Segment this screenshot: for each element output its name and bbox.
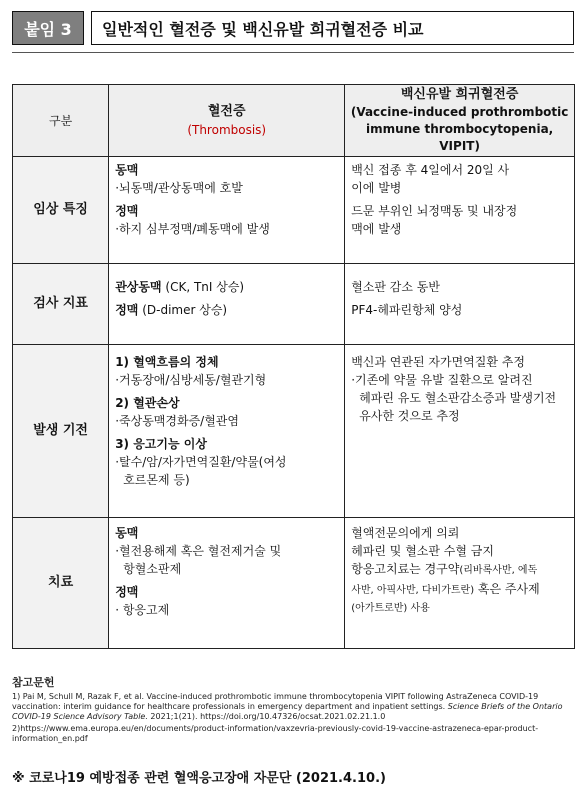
clinical-vein-text: ·하지 심부정맥/폐동맥에 발생 bbox=[115, 222, 270, 236]
treatment-vipit-line-4 bbox=[351, 580, 568, 600]
footer-note: ※ 코로나19 예방접종 관련 혈액응고장애 자문단 (2021.4.10.) bbox=[12, 771, 386, 786]
references-title: 참고문헌 bbox=[12, 676, 55, 689]
clinical-vipit-line-3: 드문 부위인 뇌정맥동 및 내장정 bbox=[351, 204, 518, 218]
clinical-vein-heading: 정맥 bbox=[115, 204, 139, 218]
mechanism-text-1: ·거동장애/심방세동/혈관기형 bbox=[115, 373, 267, 387]
table-row-clinical bbox=[13, 157, 575, 264]
document-title: 일반적인 혈전증 및 백신유발 희귀혈전증 비교 bbox=[91, 11, 574, 45]
treatment-vipit-line-2: 헤파린 및 혈소판 수혈 금지 bbox=[351, 544, 494, 558]
mechanism-vipit-line-1: 백신과 연관된 자가면역질환 추정 bbox=[351, 355, 525, 369]
thrombosis-title: 혈전증 bbox=[207, 103, 246, 119]
tests-vipit-line-2: PF4-헤파린항체 양성 bbox=[351, 303, 463, 317]
treatment-vein-heading: 정맥 bbox=[115, 585, 139, 599]
tests-vipit-line-1: 혈소판 감소 동반 bbox=[351, 280, 440, 294]
tests-artery-line bbox=[115, 278, 338, 296]
row-label-mechanism: 발생 기전 bbox=[13, 345, 109, 518]
reference-2: 2)https://www.ema.europa.eu/en/documents/product-information/vaxzevria-previously-covid-19-vaccine-astrazeneca-epar-product-information_en.pdf bbox=[12, 724, 539, 743]
row-label-treatment: 치료 bbox=[13, 518, 109, 649]
treatment-vipit-line-3a: 항응고치료는 경구약 bbox=[351, 562, 460, 576]
table-row-mechanism bbox=[13, 345, 575, 518]
clinical-artery-text: ·뇌동맥/관상동맥에 호발 bbox=[115, 181, 243, 195]
reference-1-tail: 2021;1(21). https://doi.org/10.47326/ocsat.2021.02.21.1.0 bbox=[147, 712, 386, 721]
mechanism-vipit-line-3: 헤파린 유도 혈소판감소증과 발생기전 bbox=[359, 391, 557, 405]
tests-vein-label: 정맥 bbox=[115, 303, 139, 317]
document-header bbox=[12, 11, 574, 47]
clinical-vipit-line-4: 맥에 발생 bbox=[351, 222, 402, 236]
mechanism-text-3: ·탈수/암/자가면역질환/약물(여성 bbox=[115, 455, 287, 469]
tests-vein-marker: (D-dimer 상승) bbox=[138, 303, 228, 317]
comparison-table bbox=[12, 84, 575, 649]
mechanism-heading-3: 3) 응고기능 이상 bbox=[115, 437, 207, 451]
tests-vein-line bbox=[115, 301, 338, 319]
thrombosis-header bbox=[109, 85, 345, 157]
clinical-vipit-cell bbox=[345, 157, 575, 264]
treatment-artery-heading: 동맥 bbox=[115, 526, 139, 540]
table-row-treatment bbox=[13, 518, 575, 649]
attachment-label: 붙임 3 bbox=[12, 11, 84, 45]
mechanism-heading-1: 1) 혈액흐름의 정체 bbox=[115, 355, 219, 369]
treatment-vipit-line-3 bbox=[351, 560, 568, 580]
category-header: 구분 bbox=[13, 85, 109, 157]
mechanism-vipit-cell bbox=[345, 345, 575, 518]
treatment-vipit-line-5: (아가트로반) 사용 bbox=[351, 603, 430, 614]
vipit-subtitle-2: immune thrombocytopenia, VIPIT) bbox=[365, 122, 554, 153]
treatment-vipit-line-1: 혈액전문의에게 의뢰 bbox=[351, 526, 460, 540]
table-row-tests bbox=[13, 264, 575, 345]
mechanism-heading-2: 2) 혈관손상 bbox=[115, 396, 180, 410]
reference-1 bbox=[12, 692, 577, 722]
table-header-row bbox=[13, 85, 575, 157]
tests-artery-label: 관상동맥 bbox=[115, 280, 162, 294]
row-label-tests: 검사 지표 bbox=[13, 264, 109, 345]
treatment-vipit-cell bbox=[345, 518, 575, 649]
treatment-vipit-line-4a: 사반, 아픽사반, 다비가트란) bbox=[351, 585, 475, 596]
clinical-artery-heading: 동맥 bbox=[115, 163, 139, 177]
treatment-vein-text: · 항응고제 bbox=[115, 603, 170, 617]
treatment-thrombosis-cell bbox=[109, 518, 345, 649]
clinical-vipit-line-2: 이에 발병 bbox=[351, 181, 402, 195]
vipit-title: 백신유발 희귀혈전증 bbox=[400, 87, 519, 102]
mechanism-thrombosis-cell bbox=[109, 345, 345, 518]
treatment-vipit-line-3b: (리바록사반, 에독 bbox=[459, 565, 538, 576]
treatment-vipit-line-4b: 혹은 주사제 bbox=[474, 582, 540, 596]
treatment-artery-text-1: ·혈전용해제 혹은 혈전제거술 및 bbox=[115, 544, 282, 558]
mechanism-vipit-line-2: ·기존에 약물 유발 질환으로 알려진 bbox=[351, 373, 533, 387]
mechanism-text-2: ·죽상동맥경화증/혈관염 bbox=[115, 414, 239, 428]
tests-thrombosis-cell bbox=[109, 264, 345, 345]
vipit-subtitle-1: (Vaccine-induced prothrombotic bbox=[350, 105, 569, 119]
tests-vipit-cell bbox=[345, 264, 575, 345]
thrombosis-subtitle: (Thrombosis) bbox=[187, 122, 267, 137]
mechanism-vipit-line-4: 유사한 것으로 추정 bbox=[359, 409, 460, 423]
header-divider bbox=[12, 52, 574, 53]
reference-1-journal: Science Briefs of the Ontario COVID-19 Science Advisory Table. bbox=[12, 702, 563, 721]
vipit-header bbox=[345, 85, 575, 157]
reference-1-main: 1) Pai M, Schull M, Razak F, et al. Vaccine-induced prothrombotic immune thrombocytopenia VIPIT following AstraZeneca COVID-19 vaccination: interim guidance for healthcare professionals in emergency department and inpatient settings. bbox=[12, 692, 539, 711]
tests-artery-marker: (CK, TnI 상승) bbox=[161, 280, 245, 294]
treatment-artery-text-2: 항혈소판제 bbox=[123, 562, 182, 576]
row-label-clinical: 임상 특징 bbox=[13, 157, 109, 264]
clinical-vipit-line-1: 백신 접종 후 4일에서 20일 사 bbox=[351, 163, 510, 177]
clinical-thrombosis-cell bbox=[109, 157, 345, 264]
references-section bbox=[12, 678, 577, 746]
mechanism-text-4: 호르몬제 등) bbox=[123, 473, 190, 487]
